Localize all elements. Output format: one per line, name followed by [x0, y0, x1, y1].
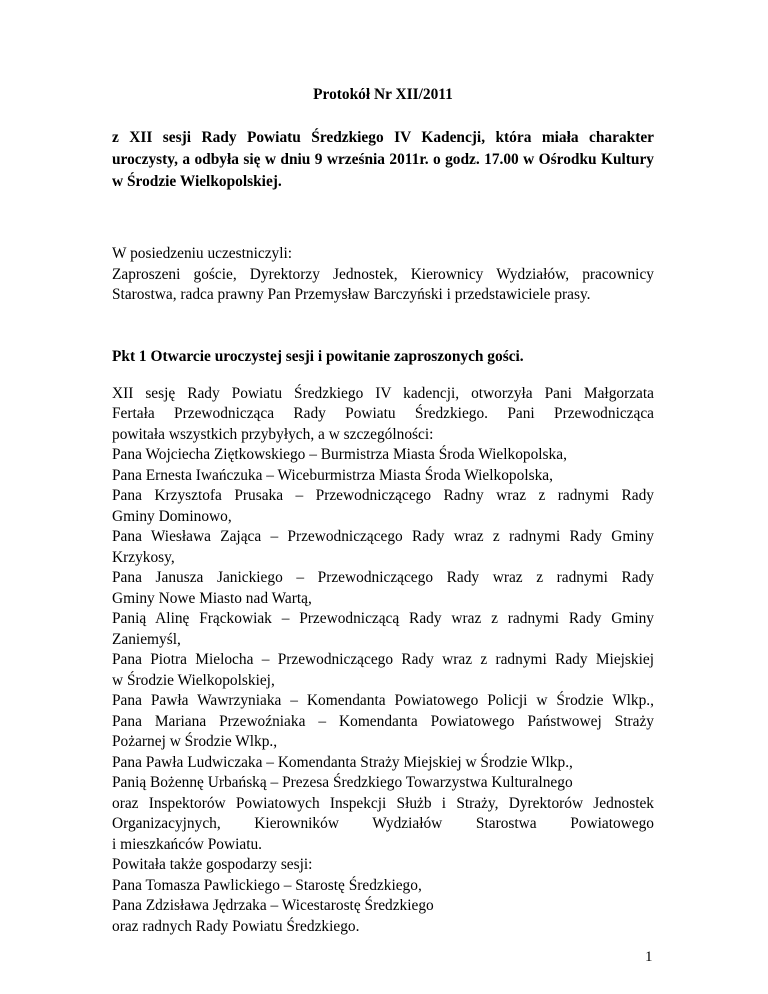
body-line: Pana Pawła Wawrzyniaka – Komendanta Powiatowego Policji w Środzie Wlkp., — [112, 692, 654, 709]
body-line: Gminy Nowe Miasto nad Wartą, — [112, 589, 312, 607]
document-page — [112, 84, 654, 937]
body-line: Pana Ernesta Iwańczuka – Wiceburmistrza Miasta Środa Wielkopolska, — [112, 466, 553, 484]
attendance-line: Zaproszeni goście, Dyrektorzy Jednostek, Kierownicy Wydziałów, pracownicy — [112, 265, 654, 283]
body-line: Pana Wojciecha Ziętkowskiego – Burmistrza Miasta Środa Wielkopolska, — [112, 446, 567, 463]
body-line: Organizacyjnych, Kierowników Wydziałów Starostwa Powiatowego — [112, 815, 654, 832]
section-heading: Pkt 1 Otwarcie uroczystej sesji i powitanie zaproszonych gości. — [112, 347, 524, 365]
body-line: oraz radnych Rady Powiatu Średzkiego. — [112, 917, 360, 935]
attendance-lines — [112, 265, 654, 306]
body-line: Pana Piotra Mielocha – Przewodniczącego Rady wraz z radnymi Rady Miejskiej — [112, 651, 654, 668]
body-line: Pana Janusza Janickiego – Przewodniczącego Rady wraz z radnymi Rady — [112, 569, 654, 586]
body-line: Fertała Przewodnicząca Rady Powiatu Średzkiego. Pani Przewodnicząca — [112, 405, 654, 422]
body-line: oraz Inspektorów Powiatowych Inspekcji Służb i Straży, Dyrektorów Jednostek — [112, 794, 654, 812]
body-line: Panią Alinę Frąckowiak – Przewodniczącą Rady wraz z radnymi Rady Gminy — [112, 610, 654, 627]
body-line: Pana Pawła Ludwiczaka – Komendanta Straży Miejskiej w Środzie Wlkp., — [112, 753, 573, 771]
page-number: 1 — [645, 949, 653, 965]
document-title: Protokół Nr XII/2011 — [313, 86, 453, 103]
body-line: Panią Bożennę Urbańską – Prezesa Średzkiego Towarzystwa Kulturalnego — [112, 774, 573, 791]
body-line: i mieszkańców Powiatu. — [112, 835, 263, 853]
body-line: XII sesję Rady Powiatu Średzkiego IV kadencji, otworzyła Pani Małgorzata — [112, 384, 654, 402]
attendance-intro: W posiedzeniu uczestniczyli: — [112, 245, 293, 262]
document-subtitle: z XII sesji Rady Powiatu Średzkiego IV Kadencji, która miała charakter uroczysty, a odbyła się w dniu 9 września 2011r. o godz. 17.00 w Ośrodku Kultury w Środzie Wielkopolskiej. — [112, 129, 654, 190]
body-line: Zaniemyśl, — [112, 630, 181, 648]
body-line: Gminy Dominowo, — [112, 507, 232, 525]
attendance-line: Starostwa, radca prawny Pan Przemysław Barczyński i przedstawiciele prasy. — [112, 286, 591, 303]
attendance-block — [112, 244, 654, 306]
body-text — [112, 384, 654, 938]
body-line: Pana Zdzisława Jędrzaka – Wicestarostę Średzkiego — [112, 897, 434, 914]
body-line: Pana Mariana Przewoźniaka – Komendanta Powiatowego Państwowej Straży — [112, 712, 654, 730]
body-line: Krzykosy, — [112, 548, 175, 566]
body-line: Pana Wiesława Zająca – Przewodniczącego Rady wraz z radnymi Rady Gminy — [112, 528, 654, 545]
body-line: Pana Krzysztofa Prusaka – Przewodniczącego Radny wraz z radnymi Rady — [112, 487, 654, 504]
body-line: Powitała także gospodarzy sesji: — [112, 856, 313, 873]
body-line: w Środzie Wielkopolskiej, — [112, 671, 275, 689]
body-line: Pożarnej w Środzie Wlkp., — [112, 733, 278, 750]
body-line: Pana Tomasza Pawlickiego – Starostę Średzkiego, — [112, 876, 422, 894]
body-line: powitała wszystkich przybyłych, a w szczególności: — [112, 425, 434, 443]
